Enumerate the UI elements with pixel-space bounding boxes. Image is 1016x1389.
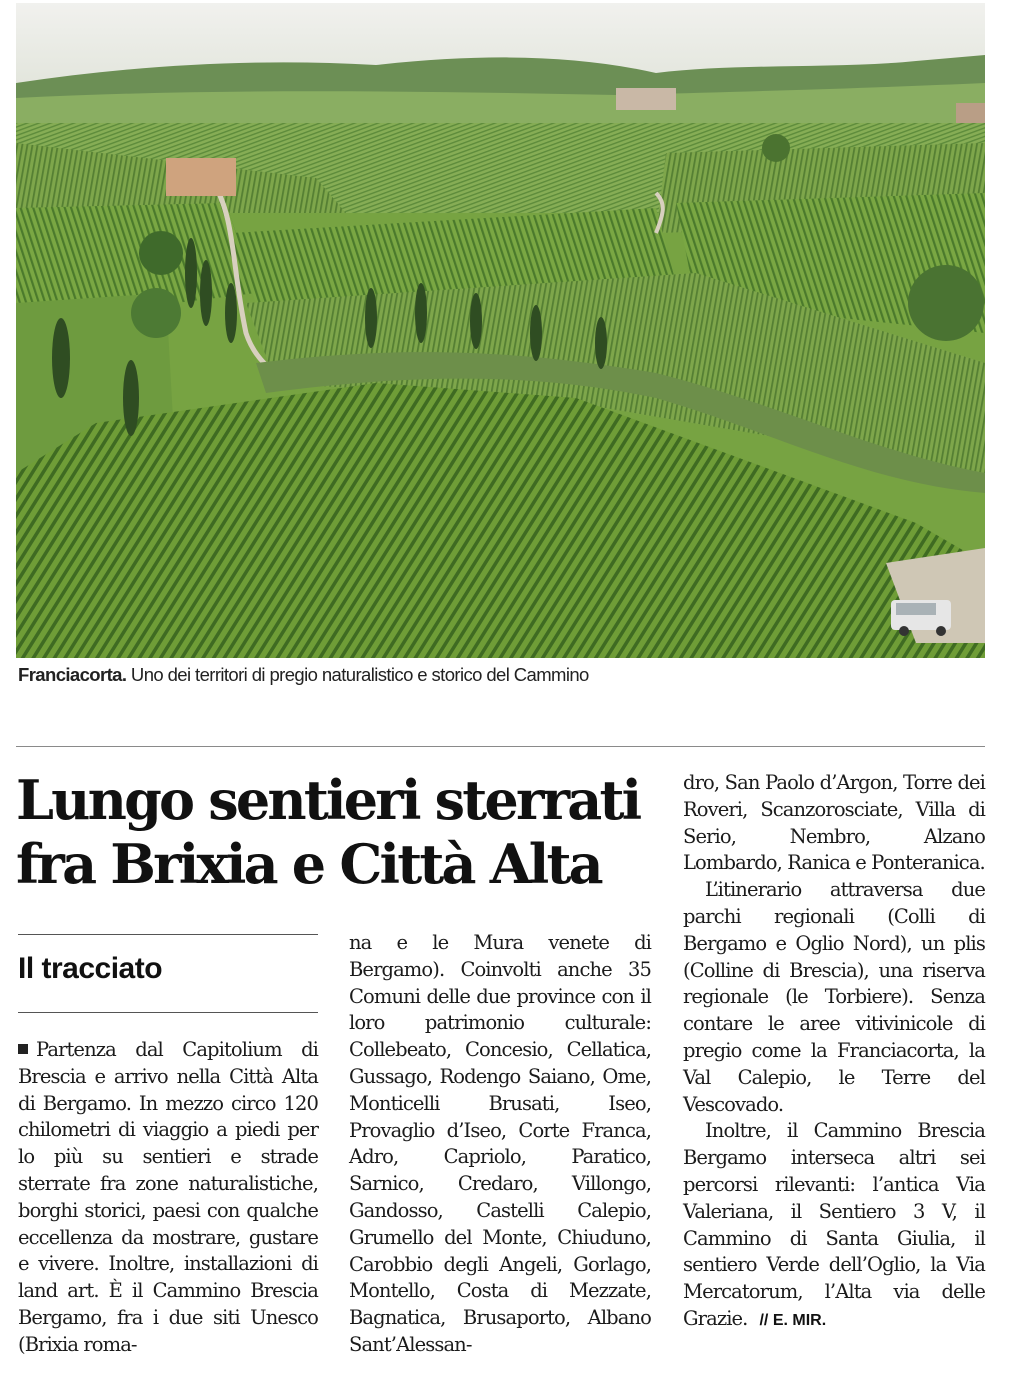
column-3-paragraph-3 [683,1118,985,1334]
column-3-paragraph-3-text: Inoltre, il Cammino Brescia Bergamo interseca altri sei percorsi rilevanti: l’antica Via Valeriana, il Sentiero 3 V, il Cammino di Santa Giulia, il sentiero Verde dell’Oglio, la Via Mercatorum, l’Alta via delle Grazie. [683,1119,985,1330]
article-column-2 [349,930,651,1359]
author-byline: // E. MIR. [759,1311,827,1329]
section-title: Il tracciato [18,952,163,985]
article-column-1 [18,1037,318,1359]
caption-lead: Franciacorta. [18,664,127,685]
article-column-3 [683,770,985,1335]
article-paragraph [18,1037,318,1359]
section-rule-bottom [18,1012,318,1013]
headline-line-2: fra Brixia e Città Alta [16,832,601,896]
headline [16,768,656,896]
column-3-paragraph-1: dro, San Paolo d’Argon, Torre dei Roveri, Scanzorosciate, Villa di Serio, Nembro, Alzano Lombardo, Ranica e Ponteranica. [683,771,985,875]
headline-line-1: Lungo sentieri sterrati [16,768,640,832]
divider-rule [16,746,985,747]
column-2-text: na e le Mura venete di Bergamo). Coinvolti anche 35 Comuni delle due province con il loro patrimonio culturale: Collebeato, Concesio, Cellatica, Gussago, Rodengo Saiano, Ome, Monticelli Brusati, Iseo, Provaglio d’Iseo, Corte Franca, Adro, Capriolo, Paratico, Sarnico, Credaro, Villongo, Gandosso, Castelli Calepio, Grumello del Monte, Chiuduno, Carobbio degli Angeli, Gorlago, Montello, Costa di Mezzate, Bagnatica, Brusaporto, Albano Sant’Alessan- [349,931,651,1356]
section-rule-top [18,934,318,935]
photo-caption [18,664,978,686]
column-3-paragraph-2: L’itinerario attraversa due parchi regionali (Colli di Bergamo e Oglio Nord), un plis (Colline di Brescia), una riserva regionale (le Torbiere). Senza contare le aree vitivinicole di pregio come la Franciacorta, la Val Calepio, le Terre del Vescovado. [683,878,985,1116]
vineyard-photo [16,3,985,658]
square-bullet-icon [18,1044,28,1054]
column-1-text: Partenza dal Capitolium di Brescia e arrivo nella Città Alta di Bergamo. In mezzo circo 120 chilometri di viaggio a piedi per lo più su sentieri e strade sterrate fra zone naturalistiche, borghi storici, paesi con qualche eccellenza da mostrare, gustare e vivere. Inoltre, installazioni di land art. È il Cammino Brescia Bergamo, fra i due siti Unesco (Brixia roma- [18,1038,318,1356]
caption-text: Uno dei territori di pregio naturalistico e storico del Cammino [126,664,589,685]
